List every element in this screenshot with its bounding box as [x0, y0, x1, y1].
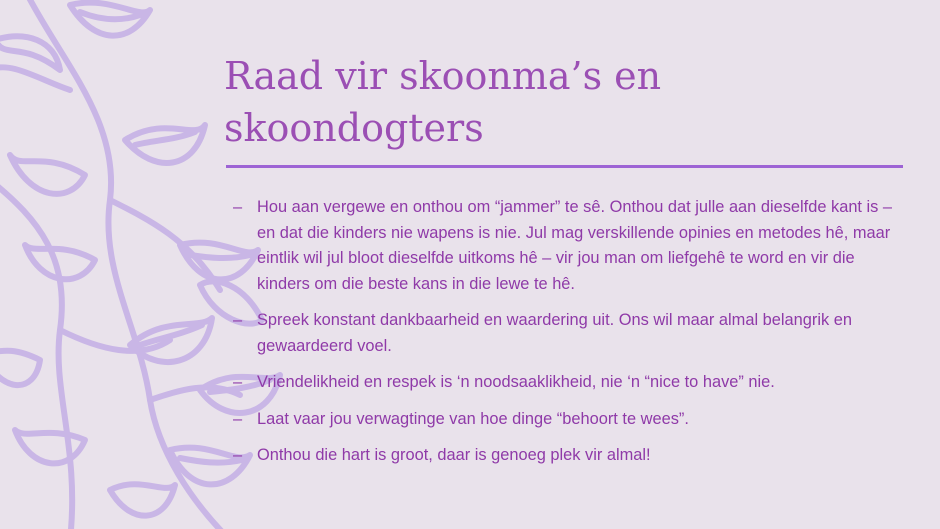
bullet-text: Onthou die hart is groot, daar is genoeg plek vir almal!: [257, 446, 651, 464]
bullet-item: [230, 370, 900, 396]
bullet-text: Spreek konstant dankbaarheid en waardering uit. Ons wil maar almal belangrik en gewaardeerd voel.: [257, 311, 852, 355]
bullet-item: [230, 443, 900, 469]
bullet-dash: –: [233, 198, 243, 216]
bullet-item: [230, 195, 900, 297]
bullet-dash: –: [233, 311, 243, 329]
bullet-item: [230, 308, 900, 359]
bullet-text: Hou aan vergewe en onthou om “jammer” te sê. Onthou dat julle aan dieselfde kant is – en dat die kinders nie wapens is nie. Jul mag verskillende opinies en metodes hê, maar eintlik wil jul bloot dieselfde uitkoms hê – vir jou man om liefgehê te word en vir die kinders om die beste kans in die lewe te hê.: [257, 198, 893, 293]
bullet-dash: –: [233, 409, 243, 428]
bullet-text: Laat vaar jou verwagtinge van hoe dinge “behoort te wees”.: [257, 409, 689, 428]
bullet-list: [230, 195, 900, 480]
bullet-dash: –: [233, 446, 243, 464]
bullet-item: [230, 407, 900, 433]
bullet-dash: –: [233, 373, 243, 391]
bullet-text: Vriendelikheid en respek is ‘n noodsaaklikheid, nie ‘n “nice to have” nie.: [257, 373, 775, 391]
slide-title: Raad vir skoonma’s en skoondogters: [224, 54, 662, 150]
title-divider: [226, 165, 903, 168]
